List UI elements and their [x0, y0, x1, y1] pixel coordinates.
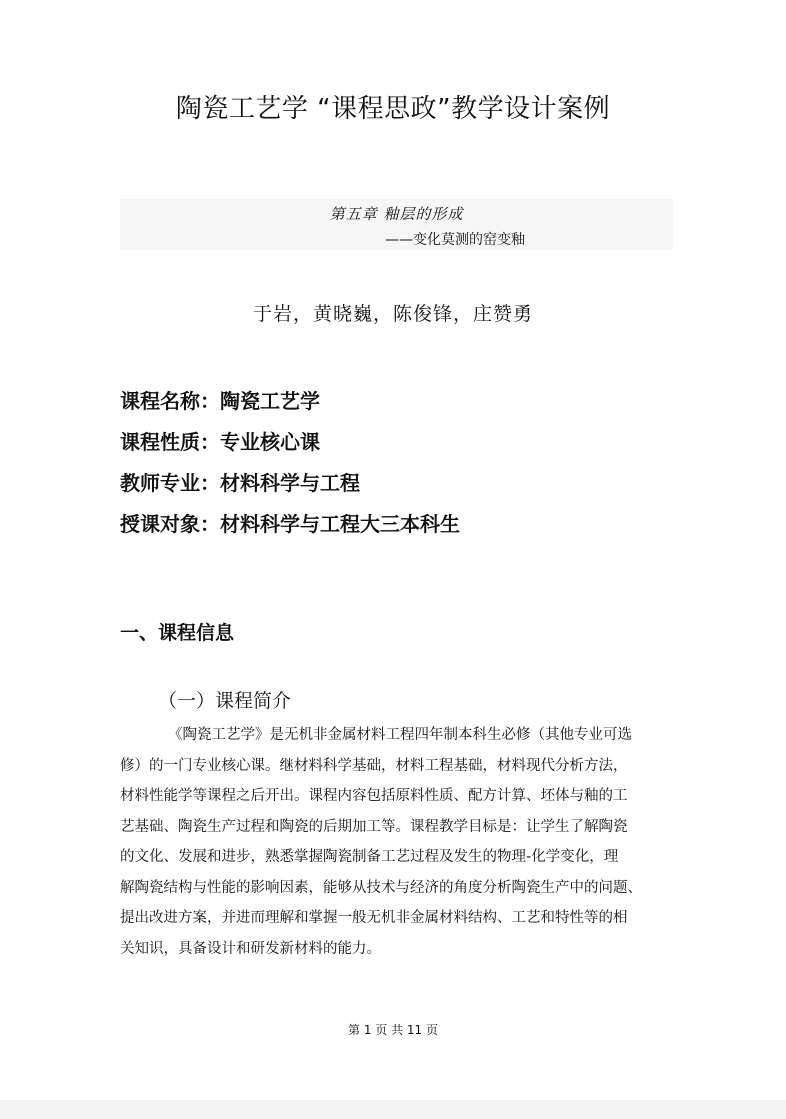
info-label: 课程名称： [120, 389, 220, 413]
info-value: 材料科学与工程 [220, 471, 360, 495]
paragraph-line: 的文化、发展和进步，熟悉掌握陶瓷制备工艺过程及发生的物理-化学变化，理 [120, 849, 619, 865]
info-label: 课程性质： [120, 430, 220, 454]
info-label: 授课对象： [120, 512, 220, 536]
chapter-subtitle: ——变化莫测的窑变釉 [385, 232, 525, 248]
course-intro-paragraph [120, 720, 676, 964]
paragraph-line: 关知识，具备设计和研发新材料的能力。 [120, 940, 381, 957]
paragraph-line: 提出改进方案，并进而理解和掌握一般无机非金属材料结构、工艺和特性等的相 [120, 910, 628, 926]
subsection-heading: （一）课程简介 [158, 690, 292, 712]
viewer-bottom-strip [0, 1100, 786, 1119]
page-footer: 第 1 页 共 11 页 [348, 1023, 438, 1037]
paragraph-line: 解陶瓷结构与性能的影响因素，能够从技术与经济的角度分析陶瓷生产中的问题、 [120, 879, 642, 896]
section-heading: 一、课程信息 [120, 622, 235, 644]
info-value: 专业核心课 [220, 430, 320, 454]
authors: 于岩，黄晓巍，陈俊锋，庄赞勇 [252, 303, 533, 325]
chapter-header [120, 199, 673, 250]
paragraph-line: 修）的一门专业核心课。继材料科学基础，材料工程基础，材料现代分析方法， [120, 757, 628, 774]
info-value: 陶瓷工艺学 [220, 389, 320, 413]
chapter-title: 第五章 釉层的形成 [329, 205, 464, 223]
paragraph-line: 《陶瓷工艺学》是无机非金属材料工程四年制本科生必修（其他专业可选 [168, 727, 632, 743]
info-teacher-major [120, 467, 360, 496]
info-audience [120, 508, 460, 537]
paragraph-line: 材料性能学等课程之后开出。课程内容包括原料性质、配方计算、坯体与釉的工 [120, 788, 628, 804]
info-course-type [120, 426, 320, 455]
info-course-name [120, 385, 320, 414]
info-value: 材料科学与工程大三本科生 [220, 512, 460, 536]
info-label: 教师专业： [120, 471, 220, 495]
document-title: 陶瓷工艺学 “课程思政”教学设计案例 [175, 94, 611, 124]
paragraph-line: 艺基础、陶瓷生产过程和陶瓷的后期加工等。课程教学目标是：让学生了解陶瓷 [120, 818, 628, 835]
